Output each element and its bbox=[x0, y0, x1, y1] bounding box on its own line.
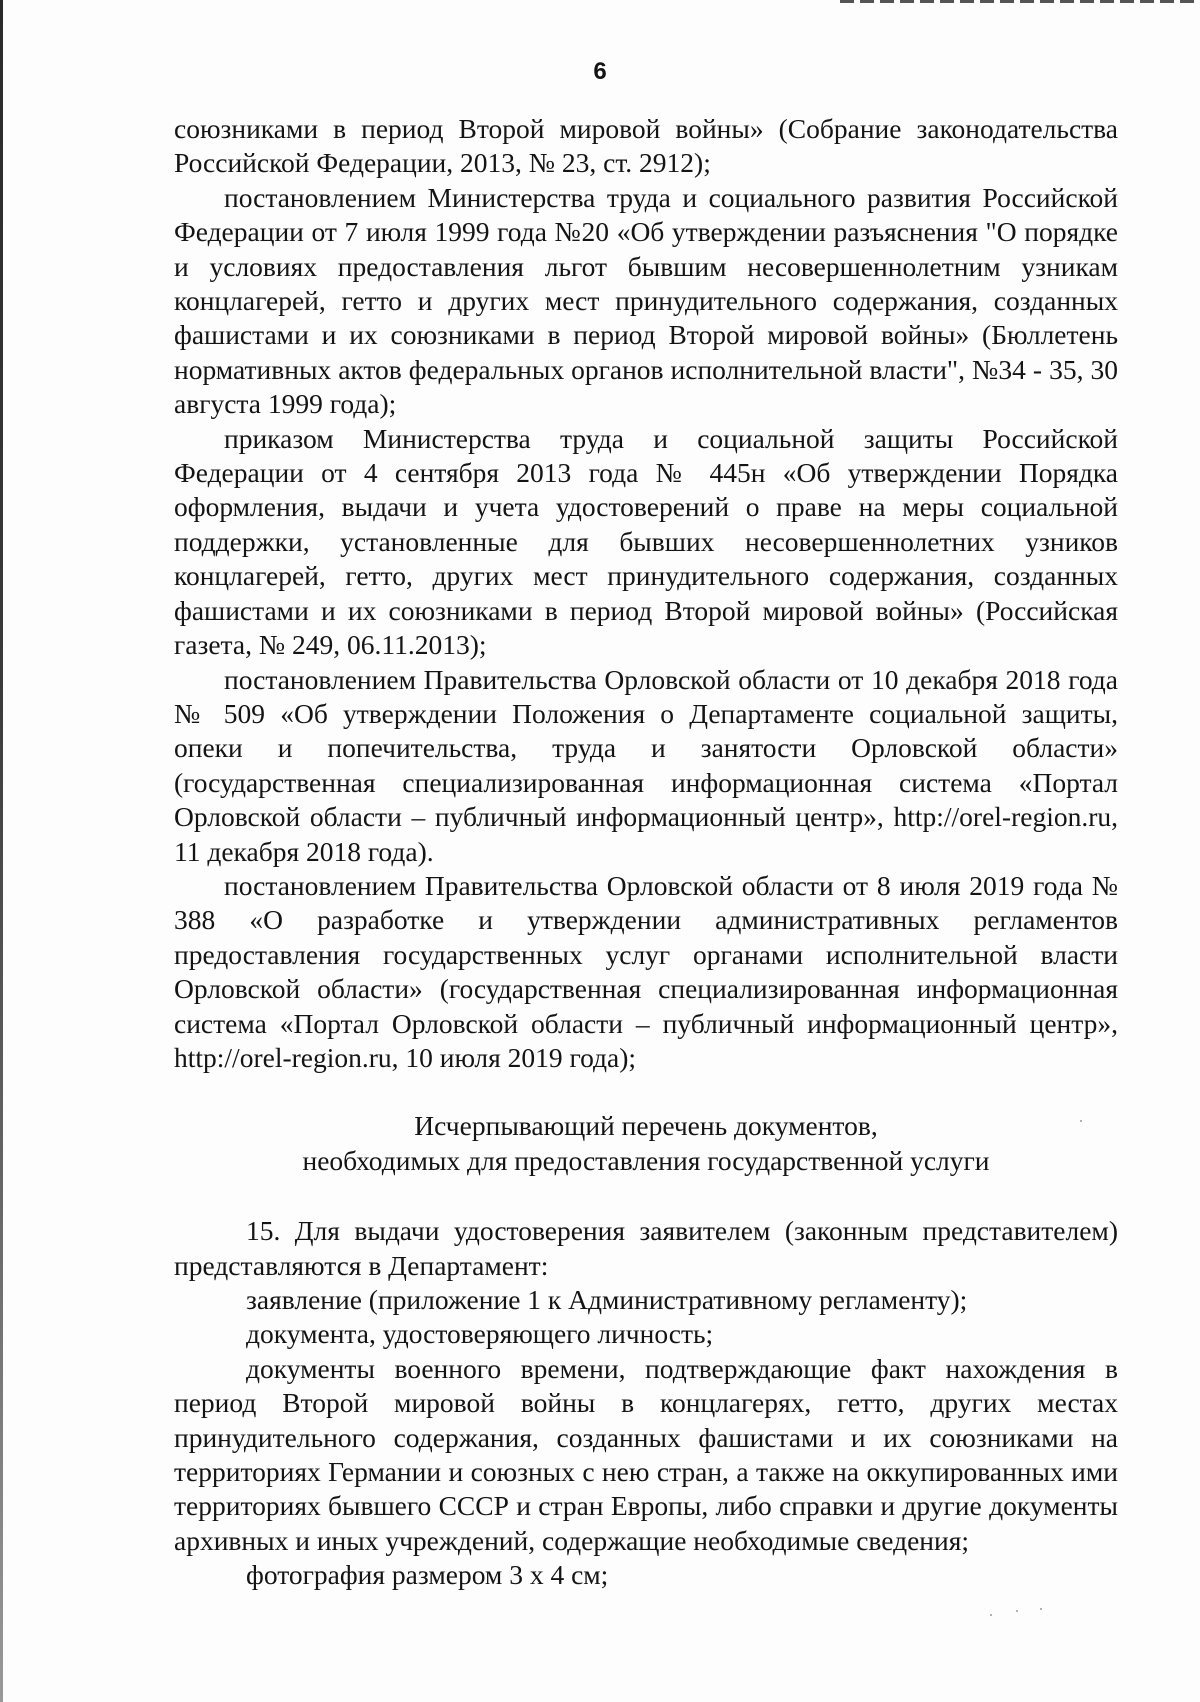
paragraph-continuation: союзниками в период Второй мировой войны» (Собрание законодательства Российской Федерации, 2013, № 23, ст. 2912); bbox=[174, 113, 1118, 179]
paragraph-mintrud-2013: приказом Министерства труда и социальной защиты Российской Федерации от 4 сентября 2013 года № 445н «Об утверждении Порядка оформления, выдачи и учета удостоверений о праве на меры социальной поддержки, установленные для бывших несовершеннолетних узников концлагерей, гетто, других мест принудительного содержания, созданных фашистами и их союзниками в период Второй мировой войны» (Российская газета, № 249, 06.11.2013); bbox=[174, 422, 1118, 661]
list-item-identity-document: документа, удостоверяющего личность; bbox=[246, 1318, 714, 1350]
scan-speck bbox=[1040, 1608, 1042, 1610]
paragraph-orel-2018: постановлением Правительства Орловской области от 10 декабря 2018 года № 509 «Об утверждении Положения о Департаменте социальной защиты, опеки и попечительства, труда и занятости Орловской области» (государственная специализированная информационная система «Портал Орловской области – публичный информационный центр», http://orel-region.ru, 11 декабря 2018 года). bbox=[174, 663, 1118, 867]
paragraph-mintrud-1999: постановлением Министерства труда и социального развития Российской Федерации от 7 июля 1999 года №20 «Об утверждении разъяснения "О порядке и условиях предоставления льгот бывшим несовершеннолетним узникам концлагерей, гетто и других мест принудительного содержания, созданных фашистами и их союзниками в период Второй мировой войны» (Бюллетень нормативных актов федеральных органов исполнительной власти", №34 - 35, 30 августа 1999 года); bbox=[174, 181, 1118, 420]
paragraph-orel-2019: постановлением Правительства Орловской области от 8 июля 2019 года № 388 «О разработке и утверждении административных регламентов предоставления государственных услуг органами исполнительной власти Орловской области» (государственная специализированная информационная система «Портал Орловской области – публичный информационный центр», http://orel-region.ru, 10 июля 2019 года); bbox=[174, 869, 1118, 1073]
scan-edge-shadow bbox=[0, 0, 3, 1702]
section-heading bbox=[174, 1109, 1118, 1178]
scan-speck bbox=[1016, 1610, 1018, 1612]
document-body bbox=[174, 112, 1118, 1593]
paragraph-item-15: 15. Для выдачи удостоверения заявителем (законным представителем) представляются в Департамент: bbox=[174, 1215, 1118, 1281]
scan-speck bbox=[990, 1614, 992, 1616]
section-heading-line-1: Исчерпывающий перечень документов, bbox=[414, 1110, 878, 1142]
page-number: 6 bbox=[593, 58, 607, 85]
section-heading-line-2: необходимых для предоставления государственной услуги bbox=[302, 1144, 990, 1176]
scan-speck bbox=[1080, 1120, 1082, 1122]
list-item-photo: фотография размером 3 х 4 см; bbox=[246, 1559, 609, 1591]
list-item-application: заявление (приложение 1 к Административному регламенту); bbox=[246, 1284, 968, 1315]
scan-top-edge-artifact bbox=[840, 0, 1200, 3]
list-item-wartime-documents: документы военного времени, подтверждающие факт нахождения в период Второй мировой войны в концлагерях, гетто, других местах принудительного содержания, созданных фашистами и их союзниками на территориях Германии и союзных с нею стран, а также на оккупированных ими территориях бывшего СССР и стран Европы, либо справки и другие документы архивных и иных учреждений, содержащие необходимые сведения; bbox=[174, 1352, 1118, 1556]
